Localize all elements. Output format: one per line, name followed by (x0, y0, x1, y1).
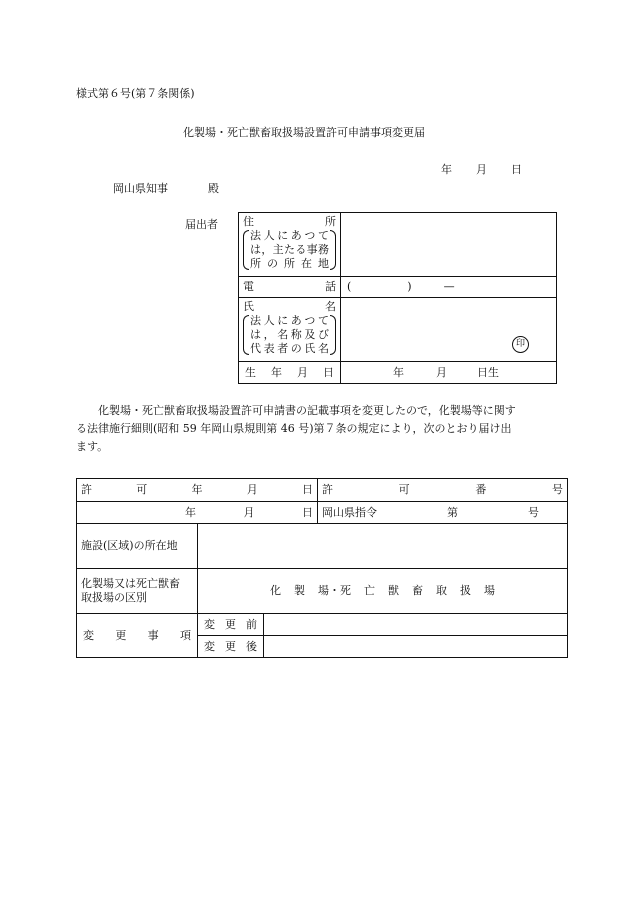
birth-day: 日生 (477, 365, 499, 379)
address-label-2: 所 (325, 215, 336, 228)
category-label: 化製場又は死亡獣畜 取扱場の区別 (77, 569, 198, 614)
permit-number-prefix: 岡山県指令 (322, 505, 378, 519)
address-label-cell (239, 213, 341, 277)
document-title: 化製場・死亡獣畜取扱場設置許可申請事項変更届 (183, 126, 425, 139)
before-label: 変 更 前 (198, 614, 264, 636)
body-line-3: ます。 (76, 440, 109, 453)
phone-label-2: 話 (325, 280, 336, 293)
name-label-1: 氏 (243, 300, 254, 313)
address-label-1: 住 (243, 215, 254, 228)
phone-paren-open: ( (347, 280, 352, 293)
phone-value[interactable] (341, 277, 557, 298)
date-line (441, 161, 522, 177)
birth-month: 月 (436, 365, 447, 379)
phone-label-cell (239, 277, 341, 298)
phone-label-1: 電 (243, 280, 254, 293)
permit-number-label: 許 可 番 号 (318, 479, 568, 502)
name-label-cell (239, 298, 341, 362)
after-value[interactable] (264, 636, 568, 658)
body-line-2: る法律施行細則(昭和 59 年岡山県規則第 46 号)第７条の規定により，次のとおり届け出 (76, 422, 512, 435)
form-number: 様式第６号(第７条関係) (76, 87, 195, 100)
phone-paren-close: ) (407, 280, 412, 293)
permit-table (76, 478, 568, 658)
seal-mark: 印 (512, 336, 529, 353)
facility-location-label: 施設(区域)の所在地 (77, 524, 198, 569)
birth-year: 年 (393, 365, 404, 379)
address-note: 法 人 に あ つ て は ， 主 た る 事 務 所 の 所 在 地 (243, 229, 336, 271)
name-value[interactable] (341, 298, 557, 362)
before-value[interactable] (264, 614, 568, 636)
facility-location-value[interactable] (198, 524, 568, 569)
permit-date-value[interactable]: 年 月 日 (77, 502, 318, 524)
addressee (113, 180, 219, 196)
category-value: 化 製 場・死 亡 獣 畜 取 扱 場 (198, 569, 568, 614)
date-year: 年 (441, 163, 452, 176)
body-text (76, 402, 516, 456)
applicant-label: 届出者 (185, 218, 218, 231)
addressee-name: 岡山県知事 (113, 182, 168, 195)
permit-number-value[interactable]: 岡山県指令 第 号 (318, 502, 568, 524)
after-label: 変 更 後 (198, 636, 264, 658)
address-value[interactable] (341, 213, 557, 277)
birth-value[interactable] (341, 362, 557, 384)
body-line-1: 化製場・死亡獣畜取扱場設置許可申請書の記載事項を変更したので，化製場等に関す (98, 404, 516, 417)
permit-date-label: 許 可 年 月 日 (77, 479, 318, 502)
addressee-honorific: 殿 (208, 182, 219, 195)
birth-label-cell: 生 年 月 日 (239, 362, 341, 384)
change-items-label: 変 更 事 項 (77, 614, 198, 658)
name-note: 法 人 に あ つ て は ， 名 称 及 び 代 表 者 の 氏 名 (243, 314, 336, 356)
date-month: 月 (476, 163, 487, 176)
applicant-table (238, 212, 557, 384)
phone-dash: — (443, 280, 455, 293)
date-day: 日 (511, 163, 522, 176)
name-label-2: 名 (325, 300, 336, 313)
